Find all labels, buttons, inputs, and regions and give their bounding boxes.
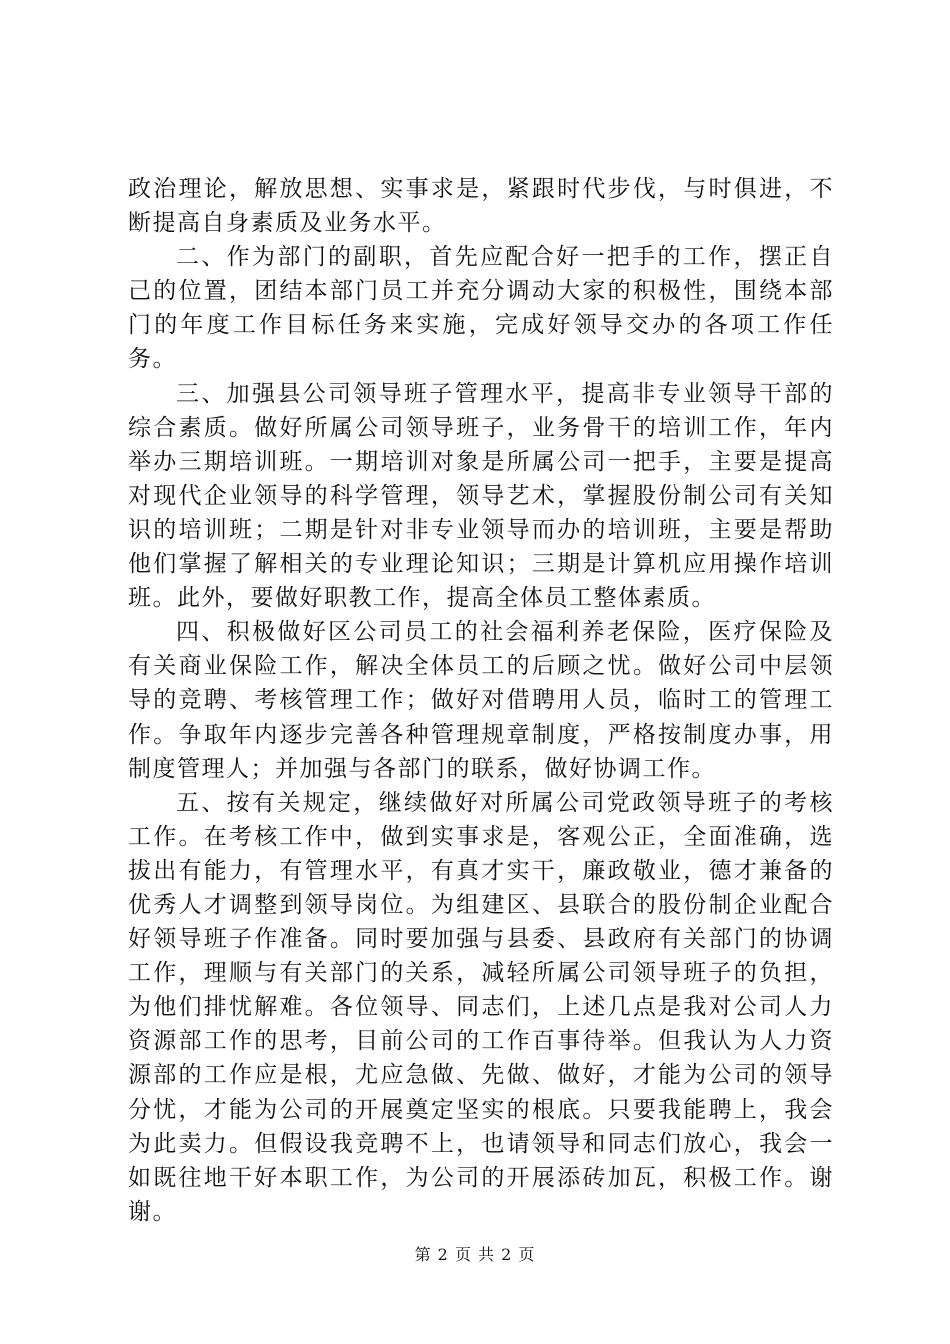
paragraph-continuation: 政治理论，解放思想、实事求是，紧跟时代步伐，与时俱进，不断提高自身素质及业务水平。 <box>128 176 834 237</box>
document-body <box>128 172 834 1229</box>
page-number-footer: 第 2 页 共 2 页 <box>414 1245 536 1264</box>
paragraph-item-two: 二、作为部门的副职，首先应配合好一把手的工作，摆正自己的位置，团结本部门员工并充分调动大家的积极性，围绕本部门的年度工作目标任务来实施，完成好领导交办的各项工作任务。 <box>128 244 834 373</box>
paragraph-item-three: 三、加强县公司领导班子管理水平，提高非专业领导干部的综合素质。做好所属公司领导班子，业务骨干的培训工作，年内举办三期培训班。一期培训对象是所属公司一把手，主要是提高对现代企业领导的科学管理，领导艺术，掌握股份制公司有关知识的培训班；二期是针对非专业领导而办的培训班，主要是帮助他们掌握了解相关的专业理论知识；三期是计算机应用操作培训班。此外，要做好职教工作，提高全体员工整体素质。 <box>128 380 834 612</box>
paragraph-item-four: 四、积极做好区公司员工的社会福利养老保险，医疗保险及有关商业保险工作，解决全体员工的后顾之忧。做好公司中层领导的竞聘、考核管理工作；做好对借聘用人员，临时工的管理工作。争取年内逐步完善各种管理规章制度，严格按制度办事，用制度管理人；并加强与各部门的联系，做好协调工作。 <box>128 619 834 782</box>
paragraph-item-five: 五、按有关规定，继续做好对所属公司党政领导班子的考核工作。在考核工作中，做到实事求是，客观公正，全面准确，选拔出有能力，有管理水平，有真才实干，廉政敬业，德才兼备的优秀人才调整到领导岗位。为组建区、县联合的股份制企业配合好领导班子作准备。同时要加强与县委、县政府有关部门的协调工作，理顺与有关部门的关系，减轻所属公司领导班子的负担，为他们排忧解难。各位领导、同志们，上述几点是我对公司人力资源部工作的思考，目前公司的工作百事待举。但我认为人力资源部的工作应是根，尤应急做、先做、做好，才能为公司的领导分忧，才能为公司的开展奠定坚实的根底。只要我能聘上，我会为此卖力。但假设我竞聘不上，也请领导和同志们放心，我会一如既往地干好本职工作，为公司的开展添砖加瓦，积极工作。谢谢。 <box>128 789 834 1225</box>
